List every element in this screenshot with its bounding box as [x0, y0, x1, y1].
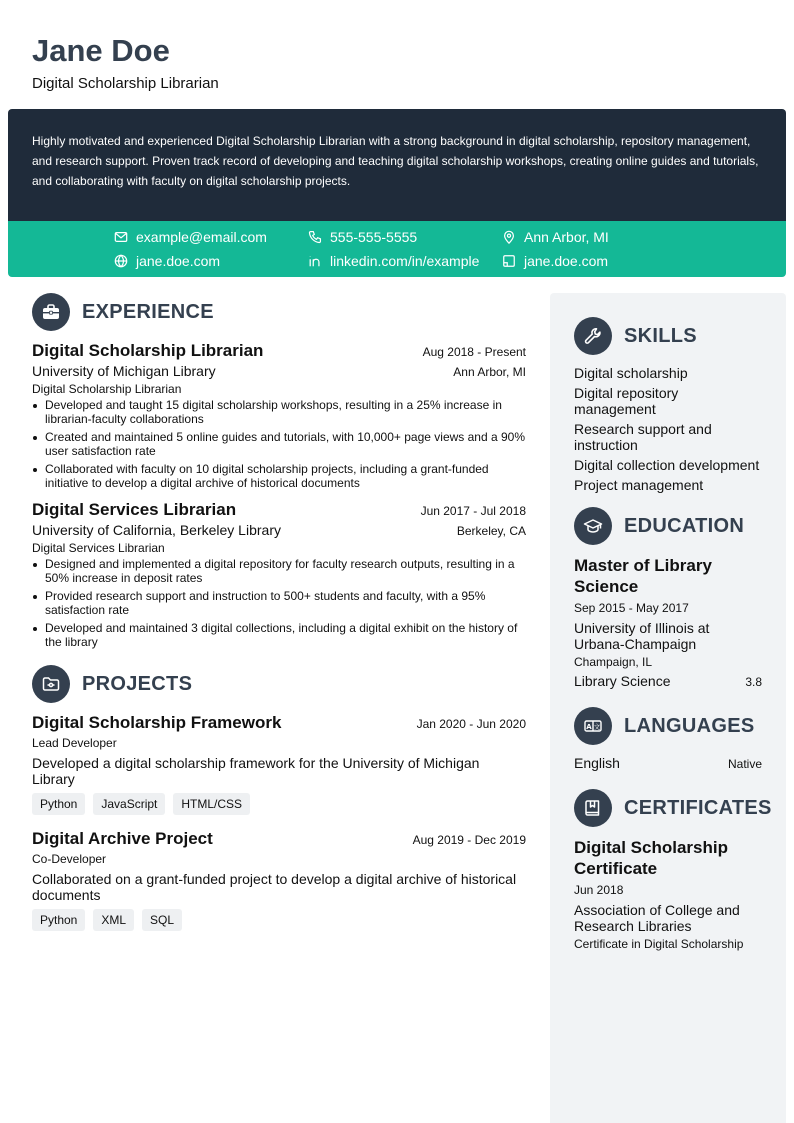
language-name: English — [574, 755, 620, 771]
education-dates: Sep 2015 - May 2017 — [574, 601, 689, 615]
contact-portfolio[interactable] — [502, 251, 608, 271]
linkedin-text: linkedin.com/in/example — [330, 253, 480, 269]
experience-heading — [32, 293, 526, 331]
job-company: University of Michigan Library — [32, 363, 216, 379]
project-dates: Aug 2019 - Dec 2019 — [412, 833, 526, 847]
project-role: Co-Developer — [32, 852, 107, 866]
education-heading — [574, 507, 762, 545]
project-tags — [32, 909, 526, 931]
certificate-title: Digital Scholarship Certificate — [574, 838, 728, 878]
resume-header — [32, 32, 219, 92]
skill-item: Digital collection development — [574, 457, 760, 473]
languages-title: LANGUAGES — [624, 714, 755, 737]
list-item: Developed and maintained 3 digital collections, including a digital exhibit on the history of the library — [32, 621, 526, 649]
skills-list — [574, 365, 762, 493]
sidebar — [550, 293, 786, 1123]
skill-item: Project management — [574, 477, 704, 493]
contact-location — [502, 227, 609, 247]
contact-website[interactable] — [114, 251, 220, 271]
summary-text: Highly motivated and experienced Digital Scholarship Librarian with a strong background in digital scholarship, repository management, and research support. Proven track record of developing and teaching digital scholarship workshops, creating online guides and tutorials, and collaborating with faculty on digital scholarship projects. — [32, 134, 759, 188]
job-role: Digital Scholarship Librarian — [32, 382, 182, 396]
location-text: Ann Arbor, MI — [524, 229, 609, 245]
job-title: Digital Scholarship Librarian — [32, 341, 264, 360]
skill-item: Research support and instruction — [574, 421, 712, 453]
list-item: Created and maintained 5 online guides and tutorials, with 10,000+ page views and a 90% user satisfaction rate — [32, 430, 526, 458]
skill-item: Digital repository management — [574, 385, 679, 417]
graduation-cap-icon — [574, 507, 612, 545]
project-entry — [32, 713, 526, 815]
job-dates: Aug 2018 - Present — [422, 345, 526, 359]
education-entry — [574, 555, 762, 689]
summary-panel — [8, 109, 786, 221]
globe-icon — [114, 254, 128, 268]
list-item: Designed and implemented a digital repository for faculty research outputs, resulting in a 50% increase in deposit rates — [32, 557, 526, 585]
contact-bar — [8, 221, 786, 277]
education-field: Library Science — [574, 673, 671, 689]
email-text: example@email.com — [136, 229, 267, 245]
skills-title: SKILLS — [624, 324, 697, 347]
projects-title: PROJECTS — [82, 672, 193, 695]
contact-linkedin[interactable] — [308, 251, 479, 271]
svg-text:A: A — [586, 723, 592, 731]
project-description: Collaborated on a grant-funded project to develop a digital archive of historical documents — [32, 871, 517, 903]
candidate-name: Jane Doe — [32, 33, 170, 68]
certificate-entry — [574, 837, 762, 951]
map-pin-icon — [502, 230, 516, 244]
skill-item: Digital scholarship — [574, 365, 688, 381]
job-dates: Jun 2017 - Jul 2018 — [420, 504, 526, 518]
tag: Python — [32, 909, 85, 931]
certificates-heading — [574, 789, 772, 827]
language-item — [574, 755, 762, 771]
project-dates: Jan 2020 - Jun 2020 — [416, 717, 526, 731]
project-title: Digital Archive Project — [32, 829, 213, 848]
wrench-icon — [574, 317, 612, 355]
candidate-title: Digital Scholarship Librarian — [32, 75, 219, 92]
job-role: Digital Services Librarian — [32, 541, 165, 555]
list-item: Collaborated with faculty on 10 digital scholarship projects, including a grant-funded initiative to develop a digital archive of historical documents — [32, 462, 526, 490]
translate-icon — [574, 707, 612, 745]
certificate-issuer: Association of College and Research Libraries — [574, 902, 740, 934]
education-gpa: 3.8 — [745, 675, 762, 689]
job-entry — [32, 500, 526, 649]
certificate-detail: Certificate in Digital Scholarship — [574, 937, 744, 951]
certificates-title: CERTIFICATES — [624, 796, 772, 819]
contact-phone[interactable] — [308, 227, 417, 247]
main-column — [32, 293, 526, 931]
certificate-date: Jun 2018 — [574, 883, 624, 897]
education-title: EDUCATION — [624, 514, 745, 537]
experience-title: EXPERIENCE — [82, 300, 214, 323]
tag: Python — [32, 793, 85, 815]
job-entry — [32, 341, 526, 490]
list-item: Developed and taught 15 digital scholarship workshops, resulting in a 25% increase in librarian-faculty collaborations — [32, 398, 526, 426]
envelope-icon — [114, 230, 128, 244]
portfolio-text: jane.doe.com — [524, 253, 609, 269]
folder-icon — [32, 665, 70, 703]
education-location: Champaign, IL — [574, 655, 653, 669]
phone-icon — [308, 230, 322, 244]
project-tags — [32, 793, 526, 815]
tag: SQL — [142, 909, 182, 931]
job-location: Ann Arbor, MI — [453, 365, 526, 379]
job-company: University of California, Berkeley Library — [32, 522, 281, 538]
project-role: Lead Developer — [32, 736, 117, 750]
linkedin-icon — [308, 254, 322, 268]
list-item: Provided research support and instruction to 500+ students and faculty, with a 95% satisfaction rate — [32, 589, 526, 617]
project-title: Digital Scholarship Framework — [32, 713, 282, 732]
job-title: Digital Services Librarian — [32, 500, 237, 519]
job-bullets — [32, 557, 526, 649]
tag: XML — [93, 909, 134, 931]
education-degree: Master of Library Science — [574, 556, 712, 596]
website-text: jane.doe.com — [136, 253, 221, 269]
skills-heading — [574, 317, 762, 355]
job-bullets — [32, 398, 526, 490]
svg-text:文: 文 — [593, 723, 601, 731]
book-bookmark-icon — [574, 789, 612, 827]
languages-heading — [574, 707, 762, 745]
education-school: University of Illinois at Urbana-Champaign — [574, 620, 710, 652]
contact-email[interactable] — [114, 227, 267, 247]
external-link-icon — [502, 254, 516, 268]
phone-text: 555-555-5555 — [330, 229, 418, 245]
tag: JavaScript — [93, 793, 165, 815]
job-location: Berkeley, CA — [456, 524, 526, 538]
briefcase-icon — [32, 293, 70, 331]
projects-heading — [32, 665, 526, 703]
language-level: Native — [727, 757, 762, 771]
project-description: Developed a digital scholarship framework for the University of Michigan Library — [32, 755, 480, 787]
project-entry — [32, 829, 526, 931]
tag: HTML/CSS — [173, 793, 250, 815]
